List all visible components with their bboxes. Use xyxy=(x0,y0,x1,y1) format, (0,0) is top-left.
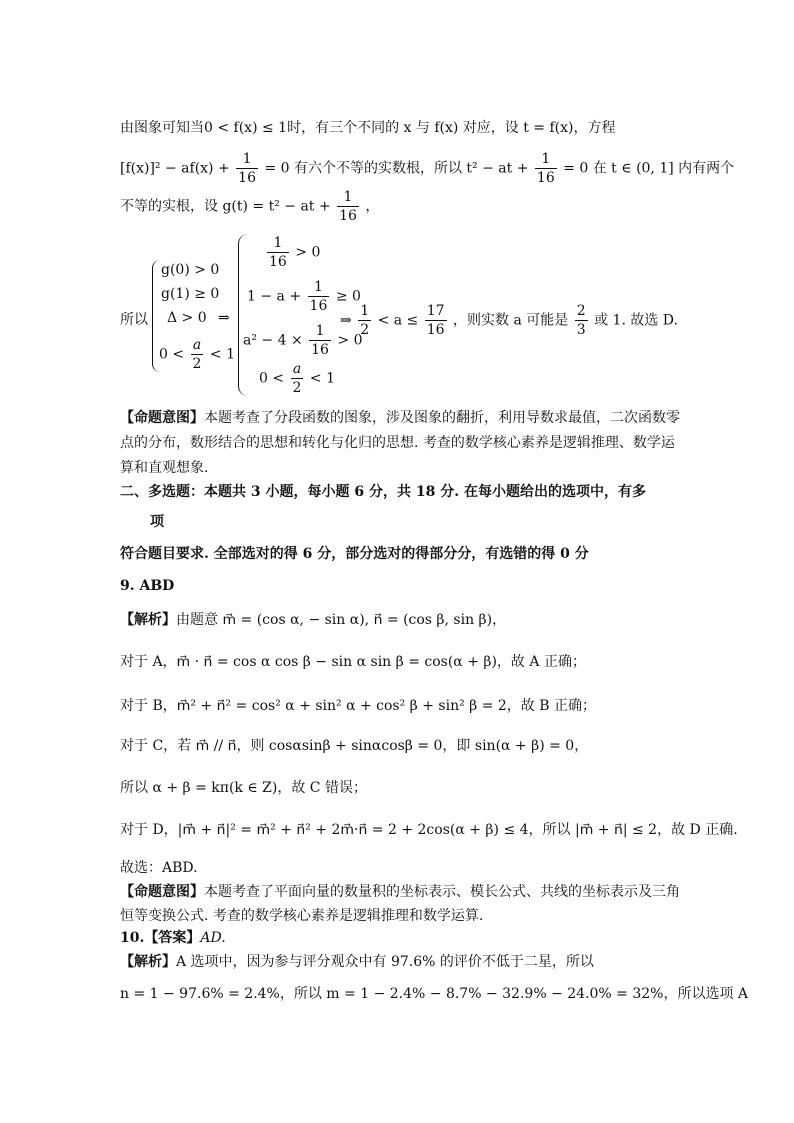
section2-heading-line3: 符合题目要求. 全部选对的得 6 分，部分选对的得部分分，有选错的得 0 分 xyxy=(120,546,589,562)
system-lead: 所以 xyxy=(120,312,148,328)
q9-option-d: 对于 D，|m⃗ + n⃗|² = m⃗² + n⃗² + 2m⃗·n⃗ = 2 + 2cos(α + β) ≤ 4，所以 |m⃗ + n⃗| ≤ 2，故 D 正确. xyxy=(120,822,738,838)
intent1-line2: 点的分布，数形结合的思想和转化与化归的思想. 考查的数学核心素养是逻辑推理、数学运 xyxy=(120,435,675,451)
cond-axis: 0 < $\frac{a}{2}$ < 1 xyxy=(159,337,236,372)
q9-answer: 故选：ABD. xyxy=(120,860,198,876)
q9-intent-line2: 恒等变换公式. 考查的数学核心素养是逻辑推理和数学运算. xyxy=(120,908,484,924)
cond-delta: Δ > 0 xyxy=(167,310,207,326)
q9-jiexi: 【解析】由题意 m⃗ = (cos α, − sin α), n⃗ = (cos β, sin β)， xyxy=(120,612,507,628)
q10-jiexi-line1: 【解析】A 选项中，因为参与评分观众中有 97.6% 的评价不低于二星，所以 xyxy=(120,954,594,970)
q10-header: 10.【答案】AD. xyxy=(120,930,226,946)
cond-g1: g(1) ≥ 0 xyxy=(161,286,220,302)
implies-arrow-1: ⇒ xyxy=(218,310,230,326)
q9-option-b: 对于 B，m⃗² + n⃗² = cos² α + sin² α + cos² β + sin² β = 2，故 B 正确； xyxy=(120,698,596,714)
fraction-1-16: $\frac{1}{16}$ xyxy=(339,189,357,224)
implies-arrow-2: ⇒ xyxy=(340,312,352,329)
section2-heading-line2: 项 xyxy=(150,514,164,530)
para1-line3-b: ， xyxy=(365,198,380,215)
q10-jiexi-line2: n = 1 − 97.6% = 2.4%，所以 m = 1 − 2.4% − 8.7% − 32.9% − 24.0% = 32%，所以选项 A xyxy=(120,986,749,1002)
para1-line2-b: = 0 有六个不等的实数根，所以 t² − at + xyxy=(264,160,529,177)
para1-line2 xyxy=(120,150,734,187)
right-row-4: 0 < $\frac{a}{2}$ < 1 xyxy=(259,361,336,396)
section2-heading-line1: 二、多选题：本题共 3 小题，每小题 6 分，共 18 分. 在每小题给出的选项中，有多 xyxy=(120,484,646,500)
intent1-line1: 【命题意图】本题考查了分段函数的图象，涉及图象的翻折，利用导数求最值，二次函数零 xyxy=(120,410,680,426)
q9-intent-line1: 【命题意图】本题考查了平面向量的数量积的坐标表示、模长公式、共线的坐标表示及三角 xyxy=(120,884,680,900)
para1-line2-c: = 0 在 t ∈ (0, 1] 内有两个 xyxy=(563,160,735,177)
answer-label: 【答案】 xyxy=(144,930,201,946)
system-result: ⇒ $\frac{1}{2}$ < a ≤ $\frac{17}{16}$ ，则实数 a 可能是 $\frac{2}{3}$ 或 1. 故选 D. xyxy=(340,303,678,338)
q9-option-c-line2: 所以 α + β = kπ(k ∈ Z)，故 C 错误； xyxy=(120,780,367,796)
para1-line2-a: [f(x)]² − af(x) + xyxy=(120,160,230,177)
q9-option-a: 对于 A，m⃗ · n⃗ = cos α cos β − sin α sin β = cos(α + β)，故 A 正确； xyxy=(120,654,586,670)
para1-line3 xyxy=(120,188,379,225)
q9-header: 9. ABD xyxy=(120,578,175,594)
right-brace-system xyxy=(238,234,363,396)
fraction-1-16: $\frac{1}{16}$ xyxy=(536,151,555,186)
intent-label: 【命题意图】 xyxy=(120,410,204,426)
para1-line3-a: 不等的实根，设 g(t) = t² − at + xyxy=(120,198,331,215)
para1-line1: 由图象可知当0 < f(x) ≤ 1时，有三个不同的 x 与 f(x) 对应，设 t = f(x)，方程 xyxy=(120,120,616,136)
right-row-1: $\frac{1}{16}$ > 0 xyxy=(269,235,321,270)
jiexi-label: 【解析】 xyxy=(120,954,176,970)
right-row-3: a² − 4 × $\frac{1}{16}$ > 0 xyxy=(243,323,363,358)
intent1-line3: 算和直观想象. xyxy=(120,460,209,476)
q9-option-c-line1: 对于 C，若 m⃗ // n⃗，则 cosαsinβ + sinαcosβ = 0，即 sin(α + β) = 0， xyxy=(120,738,589,754)
intent-label: 【命题意图】 xyxy=(120,884,204,900)
fraction-1-16: $\frac{1}{16}$ xyxy=(238,151,256,186)
right-row-2: 1 − a + $\frac{1}{16}$ ≥ 0 xyxy=(247,279,361,314)
cond-g0: g(0) > 0 xyxy=(161,262,220,278)
jiexi-label: 【解析】 xyxy=(120,612,176,628)
